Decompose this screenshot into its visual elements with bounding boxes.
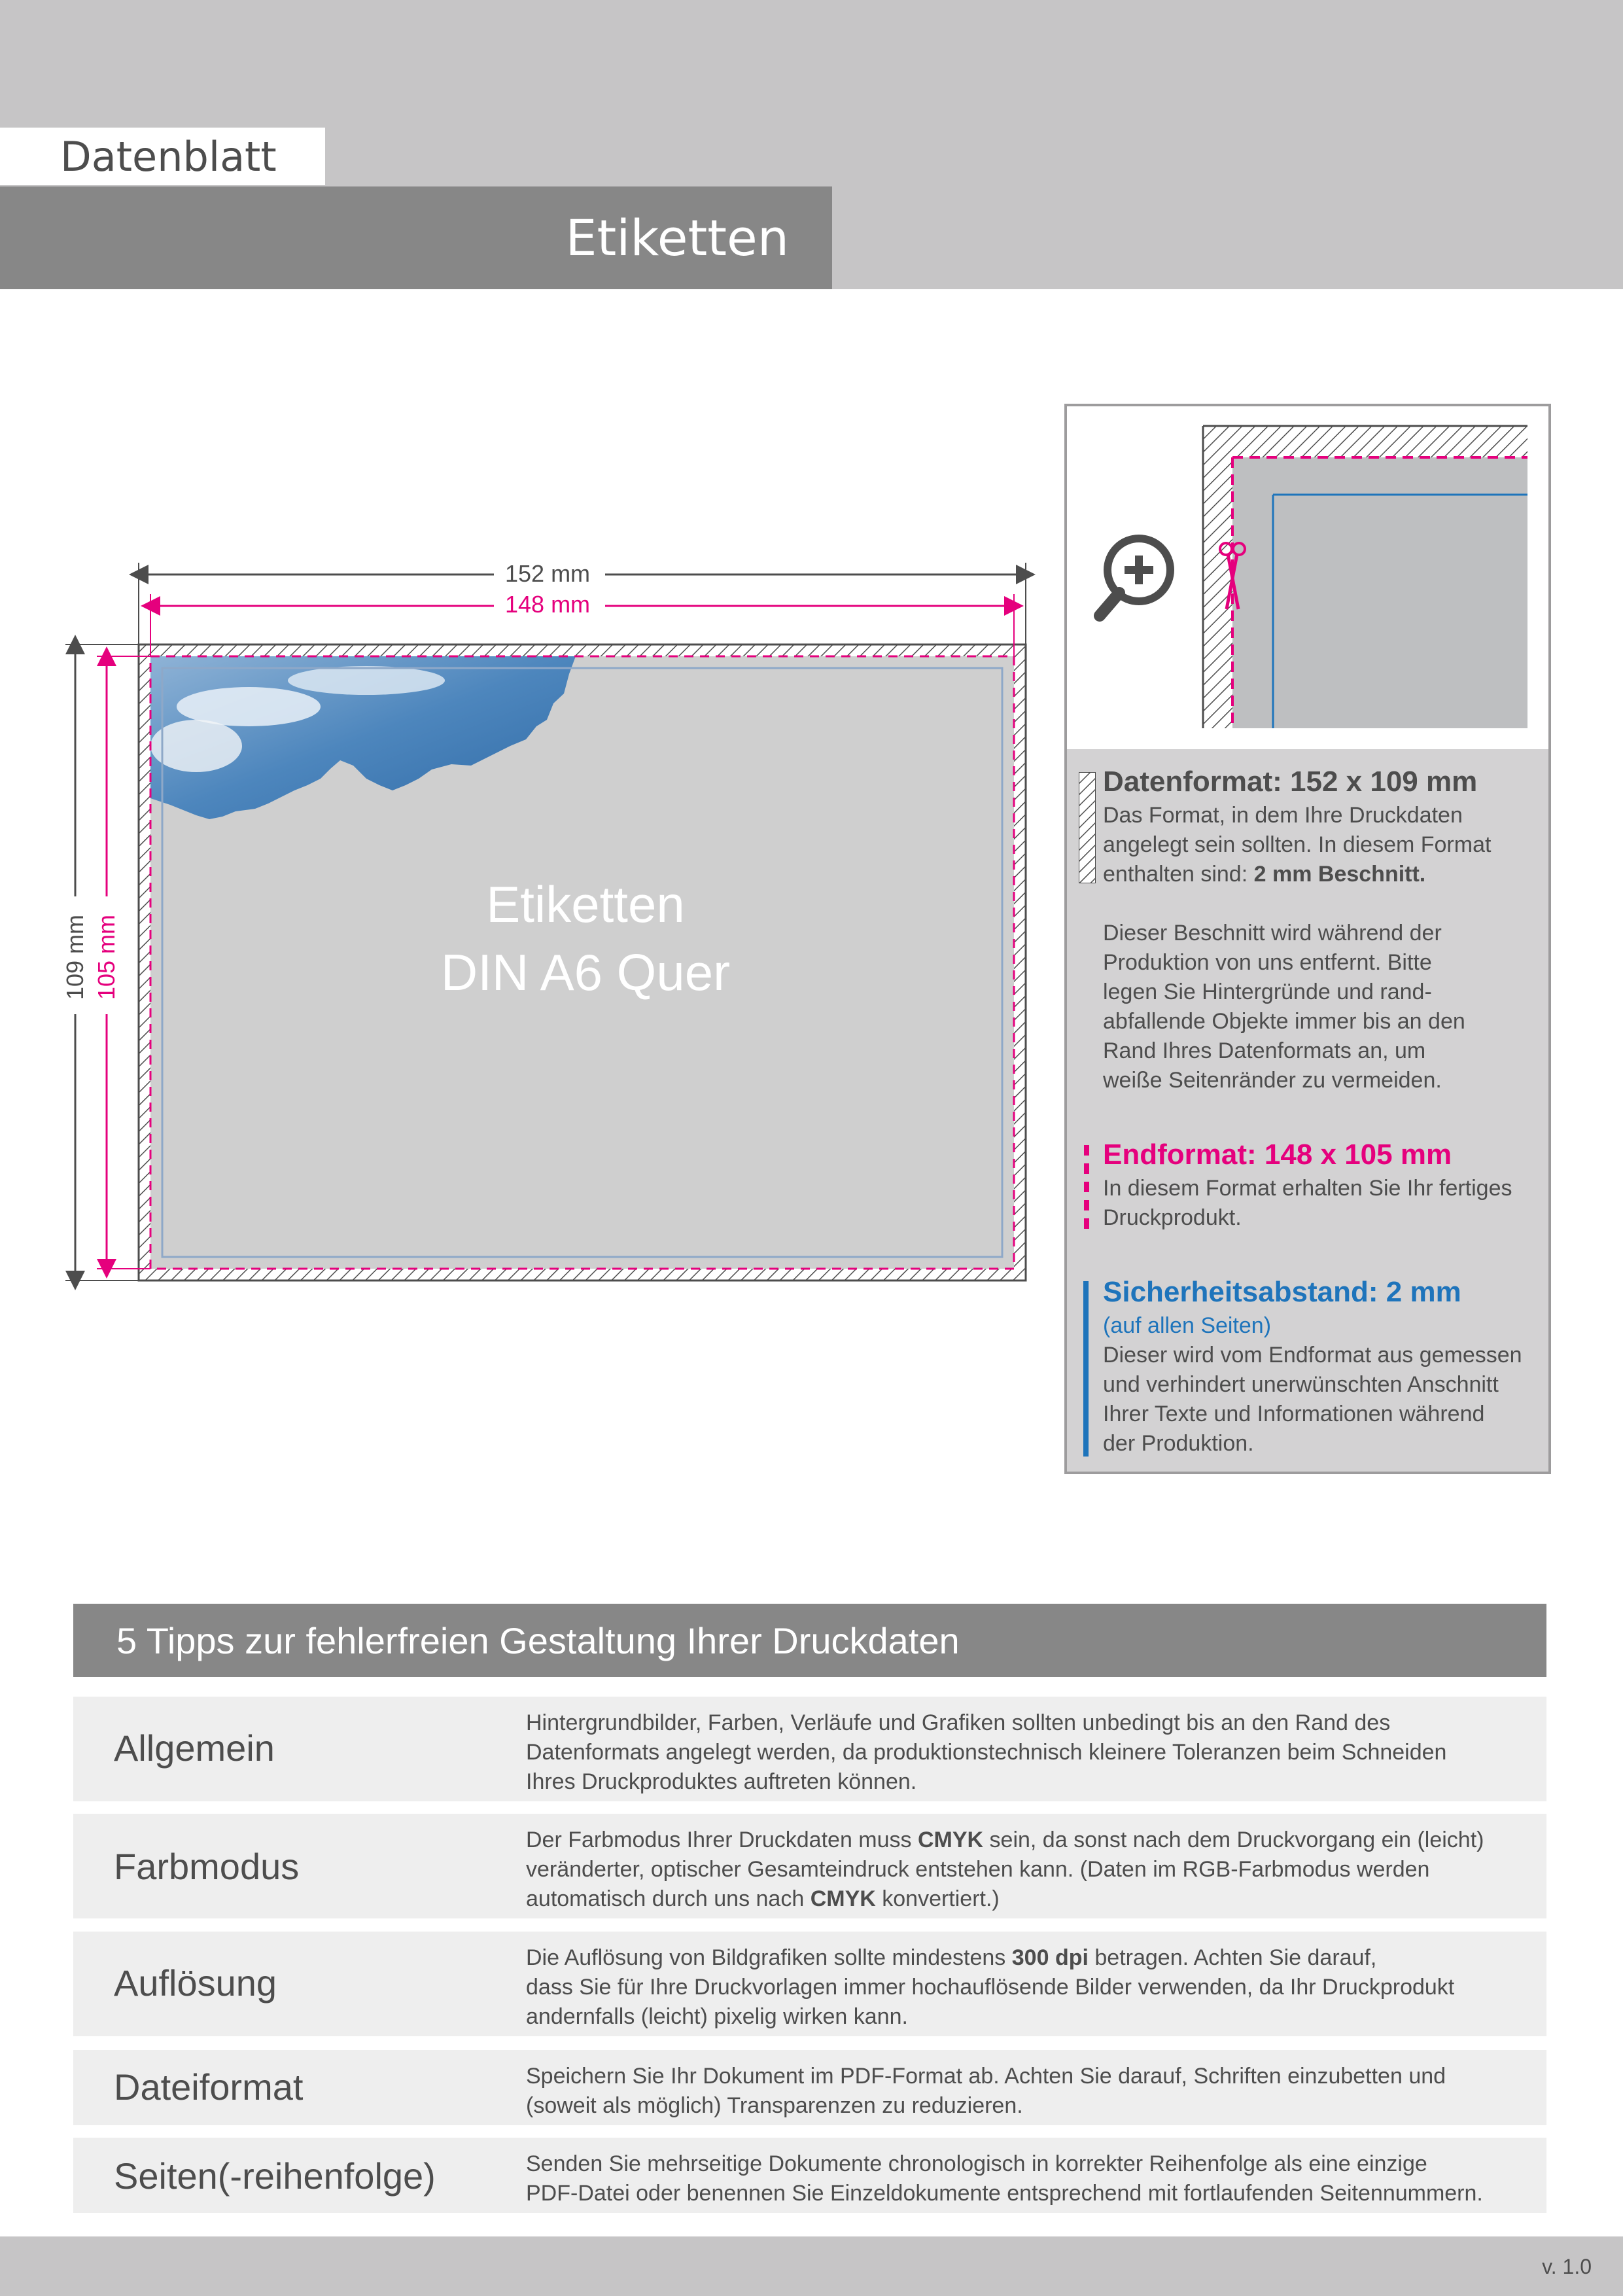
zoom-detail-box <box>1067 406 1548 749</box>
tip-text: Senden Sie mehrseitige Dokumente chronologisch in korrekter Reihenfolge als eine einzige PDF-Datei oder benennen Sie Einzeldokumente entsprechend mit fortlaufenden Seitennummern. <box>526 2151 1483 2206</box>
sicherheit-sub: (auf allen Seiten) <box>1103 1313 1272 1338</box>
endformat-text: In diesem Format erhalten Sie Ihr fertiges Druckprodukt. <box>1103 1176 1512 1230</box>
preview-title <box>137 870 1034 1006</box>
tip-row-allgemein <box>73 1697 1546 1801</box>
tip-text: Speichern Sie Ihr Dokument im PDF-Format ab. Achten Sie darauf, Schriften einzubetten und (soweit als möglich) Transparenzen zu reduzieren. <box>526 2064 1446 2118</box>
zoom-detail-graphic <box>1067 406 1548 749</box>
height-final-label: 105 mm <box>93 914 120 1000</box>
tips-header <box>73 1604 1546 1677</box>
safety-line-legend-icon <box>1083 1281 1089 1457</box>
endformat-heading: Endformat: 148 x 105 mm <box>1103 1139 1452 1171</box>
format-preview-graphic <box>0 0 1060 1309</box>
tips-header-text: 5 Tipps zur fehlerfreien Gestaltung Ihrer Druckdaten <box>116 1620 960 1661</box>
datenformat-heading: Datenformat: 152 x 109 mm <box>1103 766 1478 798</box>
tip-text: Die Auflösung von Bildgrafiken sollte mindestens 300 dpi betragen. Achten Sie darauf, dass Sie für Ihre Druckvorlagen immer hochauflösende Bilder verwenden, da Ihr Druckprodukt andernfalls (leicht) pixelig wirken kann. <box>526 1945 1455 2029</box>
datenformat-text: Das Format, in dem Ihre Druckdaten angelegt sein sollten. In diesem Format enthalten sind: 2 mm Beschnitt. <box>1103 803 1492 887</box>
tip-label: Dateiformat <box>114 2066 304 2108</box>
tip-row-seiten <box>73 2138 1546 2213</box>
cut-line-legend-icon <box>1083 1145 1091 1230</box>
sicherheit-heading: Sicherheitsabstand: 2 mm <box>1103 1276 1461 1308</box>
sicherheit-text: Dieser wird vom Endformat aus gemessen und verhindert unerwünschten Anschnitt Ihrer Texte und Informationen während der Produktion. <box>1103 1343 1522 1456</box>
tip-row-farbmodus <box>73 1814 1546 1918</box>
bleed-legend-icon <box>1079 772 1096 883</box>
tip-label: Auflösung <box>114 1962 277 2004</box>
zoom-in-icon <box>1100 539 1170 616</box>
tip-label: Seiten(-reihenfolge) <box>114 2155 436 2197</box>
version-label: v. 1.0 <box>1542 2255 1592 2278</box>
tip-label: Allgemein <box>114 1727 275 1769</box>
datenformat-description: Dieser Beschnitt wird während der Produktion von uns entfernt. Bitte legen Sie Hintergründe und rand- abfallende Objekte immer bis an den Rand Ihres Datenformats an, um weiße Seitenränder zu vermeiden. <box>1103 921 1465 1093</box>
width-data-label: 152 mm <box>505 560 591 587</box>
datasheet-label-text: Datenblatt <box>60 133 277 181</box>
tip-label: Farbmodus <box>114 1846 300 1887</box>
tip-text: Hintergrundbilder, Farben, Verläufe und Grafiken sollten unbedingt bis an den Rand des Datenformats angelegt werden, da produktionstechnisch kleinere Toleranzen beim Schneiden Ihres Druckproduktes auftreten können. <box>526 1710 1447 1794</box>
preview-title-line1: Etiketten <box>486 875 685 933</box>
height-data-label: 109 mm <box>61 914 88 1000</box>
page-title: Etiketten <box>565 209 789 267</box>
tip-row-aufloesung <box>73 1932 1546 2036</box>
preview-title-line2: DIN A6 Quer <box>440 944 731 1001</box>
width-final-label: 148 mm <box>505 591 591 618</box>
tip-row-dateiformat <box>73 2050 1546 2125</box>
footer <box>0 2236 1623 2296</box>
tip-text: Der Farbmodus Ihrer Druckdaten muss CMYK sein, da sonst nach dem Druckvorgang ein (leicht) veränderter, optischer Gesamteindruck entstehen kann. (Daten im RGB-Farbmodus werden automatisch durch uns nach CMYK konvertiert.) <box>526 1828 1484 1911</box>
